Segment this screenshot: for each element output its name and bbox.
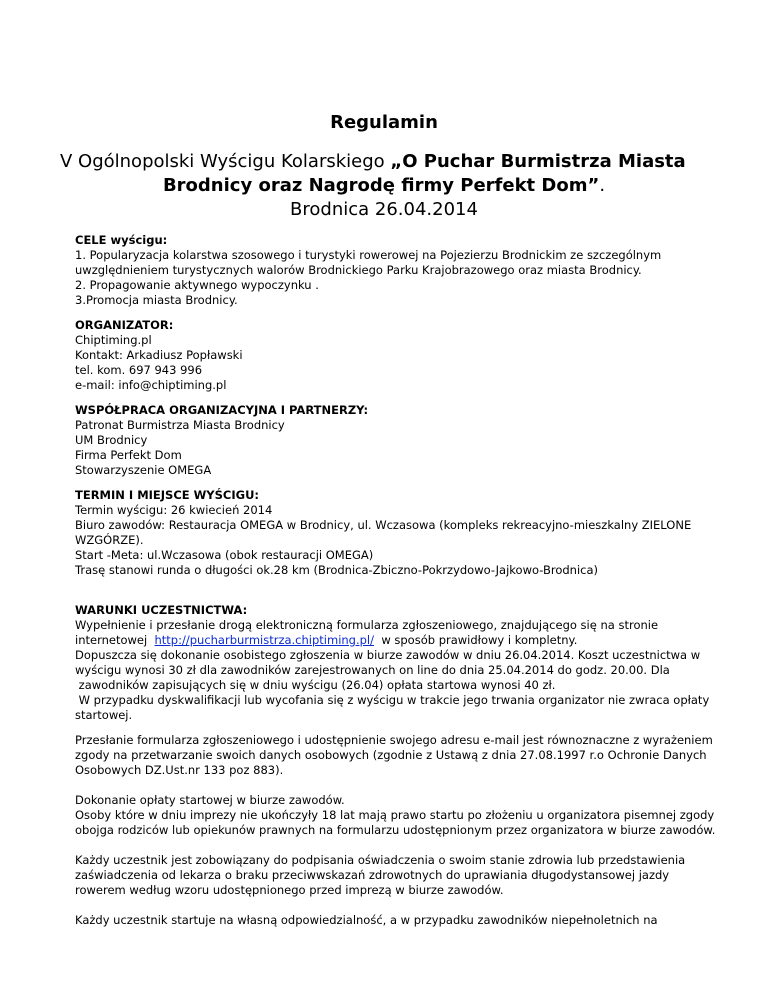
text-line: Każdy uczestnik jest zobowiązany do podpisania oświadczenia o swoim stanie zdrowia lub przedstawienia [75,853,686,867]
section-wspolpraca [75,403,705,478]
text-line: wyścigu wynosi 30 zł dla zawodników zarejestrowanych on line do dnia 25.04.2014 do godz. 20.00. Dla [75,663,670,677]
text-line: W przypadku dyskwalifikacji lub wycofania się z wyścigu w trakcie jego trwania organizator nie zwraca opłaty [75,693,710,707]
section-title: WSPÓŁPRACA ORGANIZACYJNA I PARTNERZY: [75,403,369,417]
section-organizator [75,318,705,393]
race-name: V Ogólnopolski Wyścigu Kolarskiego [60,151,391,172]
text-line: 2. Propagowanie aktywnego wypoczynku . [75,278,319,292]
text-line: Każdy uczestnik startuje na własną odpowiedzialność, a w przypadku zawodników niepełnoletnich na [75,913,658,927]
registration-link[interactable]: http://pucharburmistrza.chiptiming.pl/ [154,633,375,647]
text-line: Wypełnienie i przesłanie drogą elektroniczną formularza zgłoszeniowego, znajdującego się na stronie [75,618,659,632]
race-cup-name-part1: „O Puchar Burmistrza Miasta [390,151,686,172]
paragraph-data-consent [75,733,713,778]
paragraph-fee-minors [75,793,716,838]
race-heading-line2 [0,174,768,198]
text-line: zgody na przetwarzanie swoich danych osobowych (zgodnie z Ustawą z dnia 27.08.1997 r.o Ochronie Danych [75,748,707,762]
text-line: obojga rodziców lub opiekunów prawnych na formularzu udostępnionym przez organizatora w biurze zawodów. [75,823,716,837]
race-heading-period: . [599,175,606,196]
text-line: tel. kom. 697 943 996 [75,363,203,377]
paragraph-responsibility [75,913,705,928]
section-warunki [75,603,710,723]
section-title: ORGANIZATOR: [75,318,174,332]
text-line: Dopuszcza się dokonanie osobistego zgłoszenia w biurze zawodów w dniu 26.04.2014. Koszt uczestnictwa w [75,648,701,662]
text-line: 1. Popularyzacja kolarstwa szosowego i turystyki rowerowej na Pojezierzu Brodnickim ze szczególnym [75,248,662,262]
text-line: WZGÓRZE). [75,533,144,547]
text-fragment: w sposób prawidłowy i kompletny. [374,633,578,647]
section-title: CELE wyścigu: [75,233,168,247]
text-line-with-link [75,633,705,648]
text-line: Osoby które w dniu imprezy nie ukończyły 18 lat mają prawo startu po złożeniu u organizatora pisemnej zgody [75,808,715,822]
section-title: TERMIN I MIEJSCE WYŚCIGU: [75,488,260,502]
section-title: WARUNKI UCZESTNICTWA: [75,603,248,617]
text-line: rowerem według wzoru udostępnionego przed imprezą w biurze zawodów. [75,883,504,897]
text-fragment: internetowej [75,633,155,647]
text-line: Chiptiming.pl [75,333,152,347]
section-cele [75,233,705,308]
text-line: e-mail: info@chiptiming.pl [75,378,227,392]
text-line: Patronat Burmistrza Miasta Brodnicy [75,418,285,432]
text-line: zaświadczenia od lekarza o braku przeciwwskazań zdrowotnych do uprawiania długodystansowej jazdy [75,868,670,882]
text-line: Osobowych DZ.Ust.nr 133 poz 883). [75,763,284,777]
text-line: uwzględnieniem turystycznych walorów Brodnickiego Parku Krajobrazowego oraz miasta Brodnicy. [75,263,642,277]
race-cup-name-part2: Brodnicy oraz Nagrodę firmy Perfekt Dom” [162,175,600,196]
text-line: 3.Promocja miasta Brodnicy. [75,293,238,307]
text-line: Start -Meta: ul.Wczasowa (obok restauracji OMEGA) [75,548,374,562]
text-line: Biuro zawodów: Restauracja OMEGA w Brodnicy, ul. Wczasowa (kompleks rekreacyjno-mieszkalny ZIELONE [75,518,692,532]
text-line: Firma Perfekt Dom [75,448,182,462]
text-line: zawodników zapisujących się w dniu wyścigu (26.04) opłata startowa wynosi 40 zł. [75,678,556,692]
section-termin [75,488,705,578]
text-line: Stowarzyszenie OMEGA [75,463,212,477]
paragraph-health [75,853,705,898]
text-line: Przesłanie formularza zgłoszeniowego i udostępnienie swojego adresu e-mail jest równoznaczne z wyrażeniem [75,733,713,747]
document-title: Regulamin [330,112,438,133]
text-line: Termin wyścigu: 26 kwiecień 2014 [75,503,273,517]
race-place-date: Brodnica 26.04.2014 [290,199,478,220]
text-line: Trasę stanowi runda o długości ok.28 km (Brodnica-Zbiczno-Pokrzydowo-Jajkowo-Brodnica) [75,563,599,577]
race-heading-line1 [60,150,720,174]
text-line: UM Brodnicy [75,433,148,447]
text-line: Dokonanie opłaty startowej w biurze zawodów. [75,793,345,807]
text-line: Kontakt: Arkadiusz Popławski [75,348,243,362]
text-line: startowej. [75,708,133,722]
